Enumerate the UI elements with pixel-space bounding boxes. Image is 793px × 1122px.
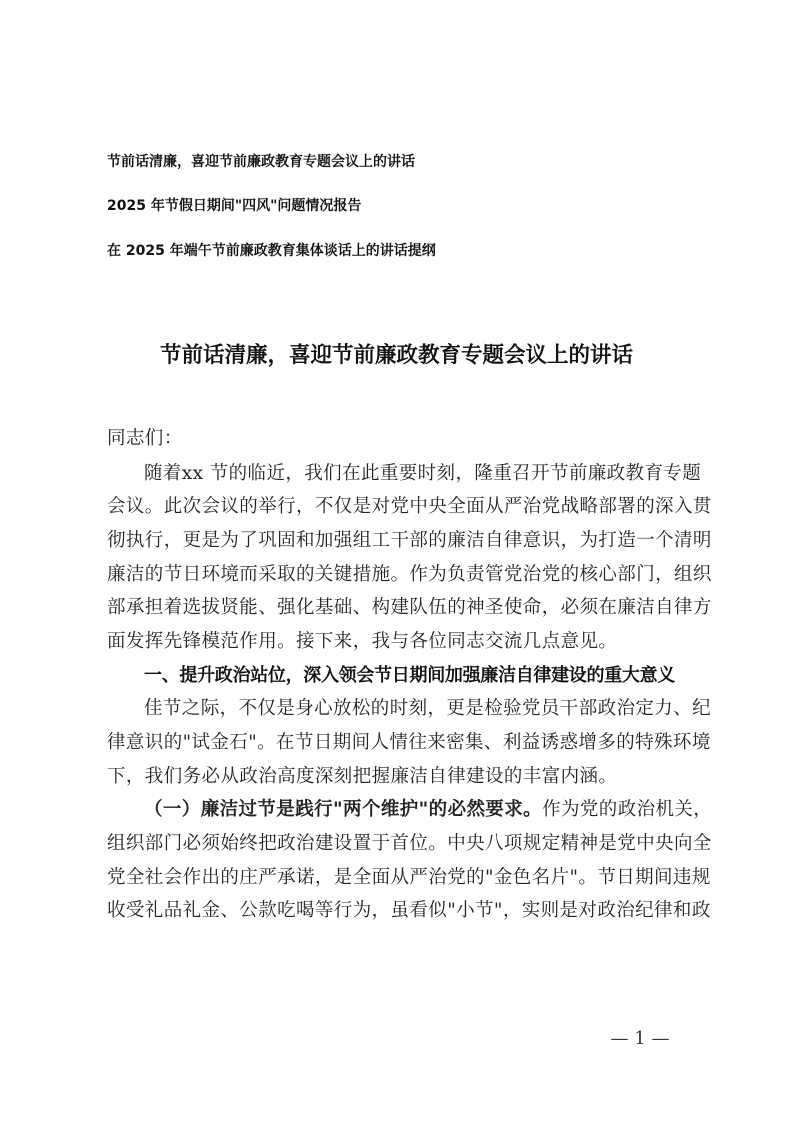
body-line: 部承担着选拔贤能、强化基础、构建队伍的神圣使命，必须在廉洁自律方 <box>107 597 712 618</box>
body-line: 佳节之际，不仅是身心放松的时刻，更是检验党员干部政治定力、纪 <box>144 698 712 719</box>
body-line: 会议。此次会议的举行，不仅是对党中央全面从严治党战略部署的深入贯 <box>107 496 712 517</box>
salutation: 同志们： <box>107 428 183 449</box>
toc-item: 节前话清廉，喜迎节前廉政教育专题会议上的讲话 <box>107 154 415 170</box>
section-heading: 一、提升政治站位，深入领会节日期间加强廉洁自律建设的重大意义 <box>144 665 675 686</box>
body-line: 下，我们务必从政治高度深刻把握廉洁自律建设的丰富内涵。 <box>107 766 618 787</box>
body-line: 随着xx 节的临近，我们在此重要时刻，隆重召开节前廉政教育专题 <box>144 463 702 484</box>
subsection-text: 作为党的政治机关， <box>542 799 713 820</box>
document-title: 节前话清廉，喜迎节前廉政教育专题会议上的讲话 <box>159 343 633 368</box>
body-line: 组织部门必须始终把政治建设置于首位。中央八项规定精神是党中央向全 <box>107 833 712 854</box>
body-line: 收受礼品礼金、公款吃喝等行为，虽看似"小节"，实则是对政治纪律和政 <box>107 900 711 921</box>
body-line: 律意识的"试金石"。在节日期间人情往来密集、利益诱惑增多的特殊环境 <box>107 732 711 753</box>
page-number: — 1 — <box>610 1028 670 1049</box>
body-line: 廉洁的节日环境而采取的关键措施。作为负责管党治党的核心部门，组织 <box>107 564 712 585</box>
body-line: 党全社会作出的庄严承诺，是全面从严治党的"金色名片"。节日期间违规 <box>107 867 711 888</box>
toc-item: 在 2025 年端午节前廉政教育集体谈话上的讲话提纲 <box>107 243 436 259</box>
subsection-heading: （一）廉洁过节是践行"两个维护"的必然要求。 <box>144 799 543 820</box>
body-line: 彻执行，更是为了巩固和加强组工干部的廉洁自律意识，为打造一个清明 <box>107 530 712 551</box>
toc-item: 2025 年节假日期间"四风"问题情况报告 <box>107 198 362 214</box>
subsection-line <box>144 798 713 822</box>
body-line: 面发挥先锋模范作用。接下来，我与各位同志交流几点意见。 <box>107 631 618 652</box>
